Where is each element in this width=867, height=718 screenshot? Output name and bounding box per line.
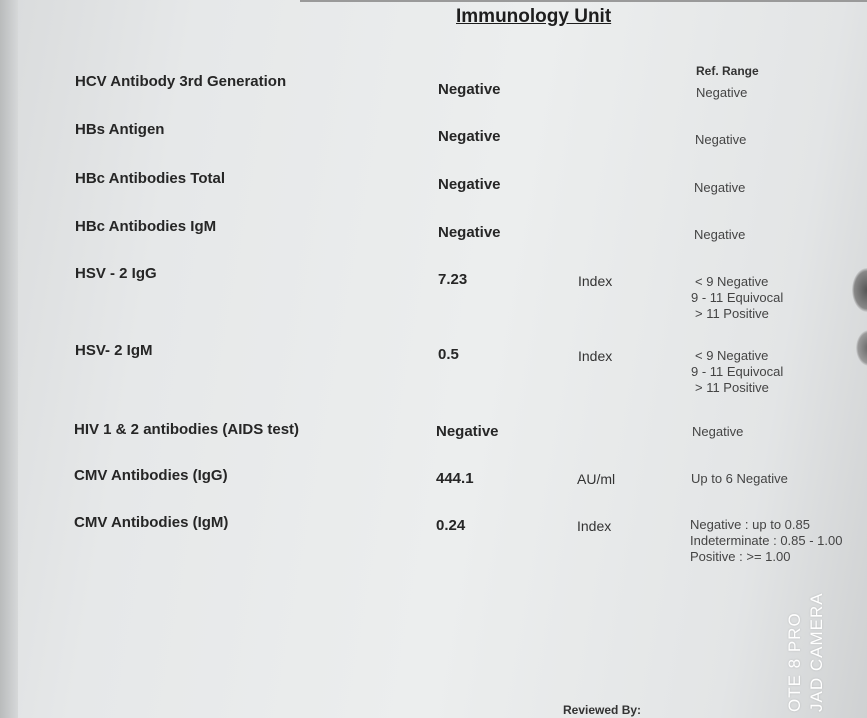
test-result: 0.24	[436, 517, 466, 534]
ref-line: < 9 Negative	[695, 274, 769, 289]
ref-line: 9 - 11 Equivocal	[691, 364, 784, 379]
test-name: HCV Antibody 3rd Generation	[75, 73, 287, 90]
ref-line: Negative	[694, 180, 746, 195]
ref-range	[690, 517, 842, 565]
test-result: Negative	[438, 128, 501, 145]
ref-line: Negative : up to 0.85	[690, 517, 810, 532]
test-name: CMV Antibodies (IgM)	[74, 514, 229, 531]
camera-watermark	[784, 592, 828, 712]
ref-line: < 9 Negative	[695, 348, 769, 363]
test-result: 7.23	[438, 271, 468, 288]
reviewed-by-label: Reviewed By:	[563, 703, 642, 717]
test-unit: Index	[577, 518, 612, 534]
test-name: HBc Antibodies IgM	[75, 218, 217, 235]
ref-line: Positive : >= 1.00	[690, 549, 791, 564]
test-unit: AU/ml	[577, 471, 616, 487]
ref-range	[696, 85, 747, 101]
ref-line: 9 - 11 Equivocal	[691, 290, 784, 305]
test-name: CMV Antibodies (IgG)	[74, 467, 228, 484]
ref-line: > 11 Positive	[695, 306, 769, 321]
top-border-line	[300, 0, 867, 2]
ref-line: Negative	[695, 132, 747, 147]
test-unit: Index	[578, 348, 613, 364]
result-row	[0, 342, 867, 402]
ref-line: Negative	[694, 227, 746, 242]
result-row	[0, 514, 867, 574]
test-unit: Index	[578, 273, 613, 289]
test-result: Negative	[438, 176, 501, 193]
watermark-line: OTE 8 PRO	[785, 612, 804, 712]
ref-range	[691, 274, 783, 322]
ref-range	[695, 132, 746, 148]
result-row	[0, 265, 867, 325]
test-name: HSV- 2 IgM	[75, 342, 153, 359]
ref-line: Negative	[696, 85, 748, 100]
ref-range	[691, 348, 783, 396]
ref-line: Indeterminate : 0.85 - 1.00	[690, 533, 843, 548]
test-result: Negative	[436, 423, 499, 440]
ref-range	[692, 424, 743, 440]
test-name: HBs Antigen	[75, 121, 165, 138]
test-name: HIV 1 & 2 antibodies (AIDS test)	[74, 421, 300, 438]
ref-range	[694, 180, 745, 196]
ref-range	[694, 227, 745, 243]
ref-range-header: Ref. Range	[696, 64, 759, 78]
test-result: Negative	[438, 81, 501, 98]
ref-line: Up to 6 Negative	[691, 471, 788, 486]
ref-line: > 11 Positive	[695, 380, 769, 395]
watermark-line: JAD CAMERA	[807, 592, 826, 712]
test-name: HBc Antibodies Total	[75, 170, 225, 187]
ref-line: Negative	[692, 424, 744, 439]
report-title: Immunology Unit	[456, 6, 612, 27]
test-result: 0.5	[438, 346, 459, 363]
test-result: Negative	[438, 224, 501, 241]
test-result: 444.1	[436, 470, 474, 487]
test-name: HSV - 2 IgG	[75, 265, 157, 282]
ref-range	[691, 471, 788, 487]
